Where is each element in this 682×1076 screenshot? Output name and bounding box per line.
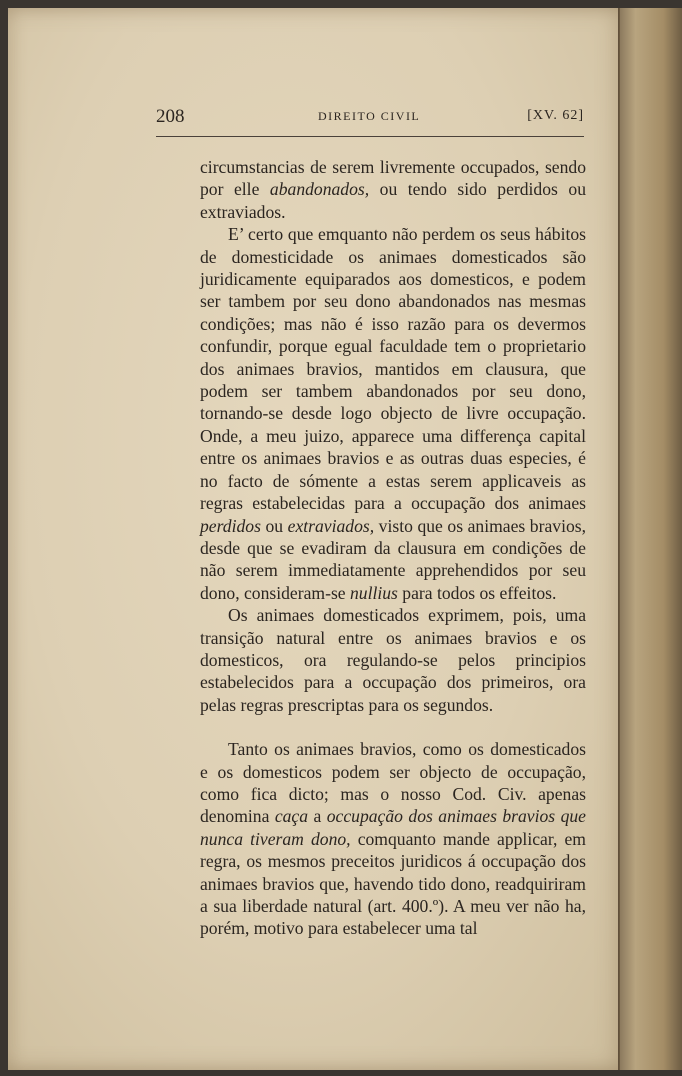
text-run: para todos os effeitos.: [397, 582, 557, 603]
paragraph: [200, 604, 586, 716]
header-rule: [156, 136, 584, 137]
italic-text: perdidos: [200, 515, 261, 536]
text-run: Os animaes domesticados exprimem, pois, uma transição natural entre os animaes bravios e os domesticos, ora regulando-se pelos principios estabelecidos para a occupação dos primeiros, ora pelas regras prescriptas para os segundos.: [200, 605, 586, 715]
section-reference: [XV. 62]: [527, 108, 584, 123]
paragraph: [200, 223, 586, 604]
page-header: [156, 106, 584, 130]
body-text: [200, 156, 586, 940]
text-run: Tanto os animaes bravios, como os domesticados e os domesticos podem ser objecto de occupação, como fica dicto; mas o nosso Cod. Civ. apenas denomina: [200, 739, 586, 827]
running-title: DIREITO CIVIL: [318, 109, 421, 123]
italic-text: occupação dos animaes bravios que nunca tiveram dono,: [200, 806, 586, 849]
paragraph: [200, 156, 586, 223]
italic-text: extraviados,: [287, 515, 375, 536]
italic-text: caça: [274, 806, 309, 827]
italic-text: abandonados,: [269, 179, 370, 200]
book-spine: [620, 8, 682, 1070]
italic-text: nullius: [350, 582, 398, 603]
paragraph: [200, 738, 586, 940]
text-run: E’ certo que emquanto não perdem os seus hábitos de domesticidade os animaes domesticados são juridicamente equiparados aos domesticos, e podem ser tambem por seu dono abandonados nas mesmas condições; mas não é isso razão para os devermos confundir, porque egual faculdade tem o proprietario dos animaes bravios, mantidos em clausura, que podem ser tambem abandonados por seu dono, tornando-se desde logo objecto de livre occupação. Onde, a meu juizo, apparece uma differença capital entre os animaes bravios e as outras duas especies, é no facto de sómente a estas serem applicaveis as regras estabelecidas para a occupação dos animaes: [200, 224, 586, 514]
text-run: comquanto mande applicar, em regra, os mesmos preceitos juridicos á occupação dos animaes bravios que, havendo tido dono, readquiriram a sua liberdade natural (art. 400.º). A meu ver não ha, porém, motivo para estabelecer uma tal: [200, 828, 586, 939]
paragraph-gap: [200, 716, 586, 738]
page-number: 208: [156, 106, 185, 127]
text-run: ou: [260, 515, 288, 536]
text-run: a: [308, 806, 327, 827]
text-run: ou tendo sido perdidos ou extraviados.: [200, 179, 586, 222]
text-run: circumstancias de serem livremente occupados, sendo por elle: [200, 157, 586, 200]
text-run: visto que os animaes bravios, desde que se evadiram da clausura em condições de não serem immediatamente apprehendidos por seu dono, consideram-se: [200, 515, 586, 603]
